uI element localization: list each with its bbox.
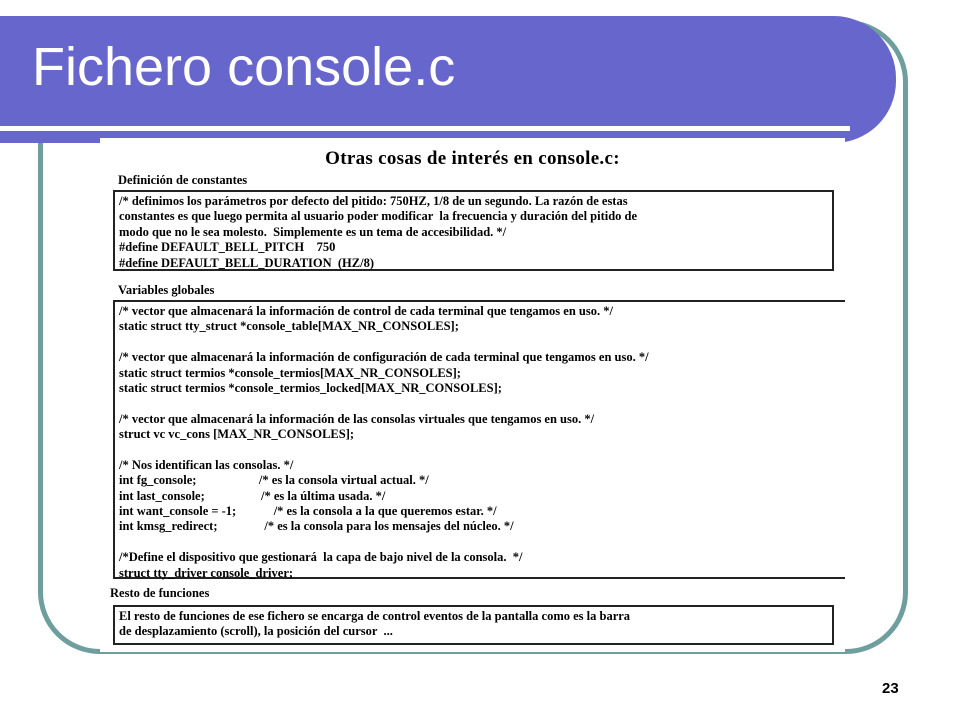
code-line: struct tty_driver console_driver;	[119, 565, 294, 580]
document-heading: Otras cosas de interés en console.c:	[325, 148, 620, 169]
code-line: /*Define el dispositivo que gestionará la capa de bajo nivel de la consola. */	[119, 550, 523, 565]
section-label-remaining-functions: Resto de funciones	[110, 586, 210, 600]
code-line: int want_console = -1; /* es la consola a la que queremos estar. */	[119, 504, 497, 519]
code-line: /* vector que almacenará la información de configuración de cada terminal que tengamos en uso. */	[119, 350, 649, 365]
code-line: /* vector que almacenará la información de las consolas virtuales que tengamos en uso. */	[119, 411, 595, 426]
code-line	[119, 335, 841, 350]
code-line: /* definimos los parámetros por defecto del pitido: 750HZ, 1/8 de un segundo. La razón de estas	[119, 194, 628, 208]
code-line: static struct termios *console_termios_locked[MAX_NR_CONSOLES];	[119, 380, 502, 395]
code-line: int kmsg_redirect; /* es la consola para los mensajes del núcleo. */	[119, 519, 514, 534]
code-line: constantes es que luego permita al usuario poder modificar la frecuencia y duración del pitido de	[119, 209, 638, 224]
code-line: struct vc vc_cons [MAX_NR_CONSOLES];	[119, 427, 355, 442]
code-line: /* Nos identifican las consolas. */	[119, 457, 294, 472]
code-line	[119, 396, 841, 411]
code-line	[119, 535, 841, 550]
code-line: static struct tty_struct *console_table[MAX_NR_CONSOLES];	[119, 319, 459, 334]
scanned-document	[100, 138, 845, 652]
title-underline	[0, 126, 850, 131]
code-line: int last_console; /* es la última usada. */	[119, 488, 386, 503]
slide-title: Fichero console.c	[32, 37, 456, 97]
section-label-constants: Definición de constantes	[118, 173, 248, 187]
remaining-functions-box	[113, 605, 834, 645]
code-line: /* vector que almacenará la información de control de cada terminal que tengamos en uso. */	[119, 304, 613, 318]
code-line	[119, 443, 841, 458]
code-line: int fg_console; /* es la consola virtual actual. */	[119, 473, 429, 488]
code-line: modo que no le sea molesto. Simplemente es un tema de accesibilidad. */	[119, 224, 507, 239]
code-line: #define DEFAULT_BELL_DURATION (HZ/8)	[119, 255, 375, 270]
globals-code-box	[113, 300, 845, 579]
constants-code-box	[113, 190, 834, 271]
code-line: static struct termios *console_termios[MAX_NR_CONSOLES];	[119, 365, 461, 380]
code-line: El resto de funciones de ese fichero se encarga de control eventos de la pantalla como es la barra	[119, 609, 631, 623]
code-line: #define DEFAULT_BELL_PITCH 750	[119, 240, 336, 255]
code-line: de desplazamiento (scroll), la posición del cursor ...	[119, 624, 393, 639]
section-label-globals: Variables globales	[118, 283, 215, 297]
page-number: 23	[882, 680, 899, 697]
